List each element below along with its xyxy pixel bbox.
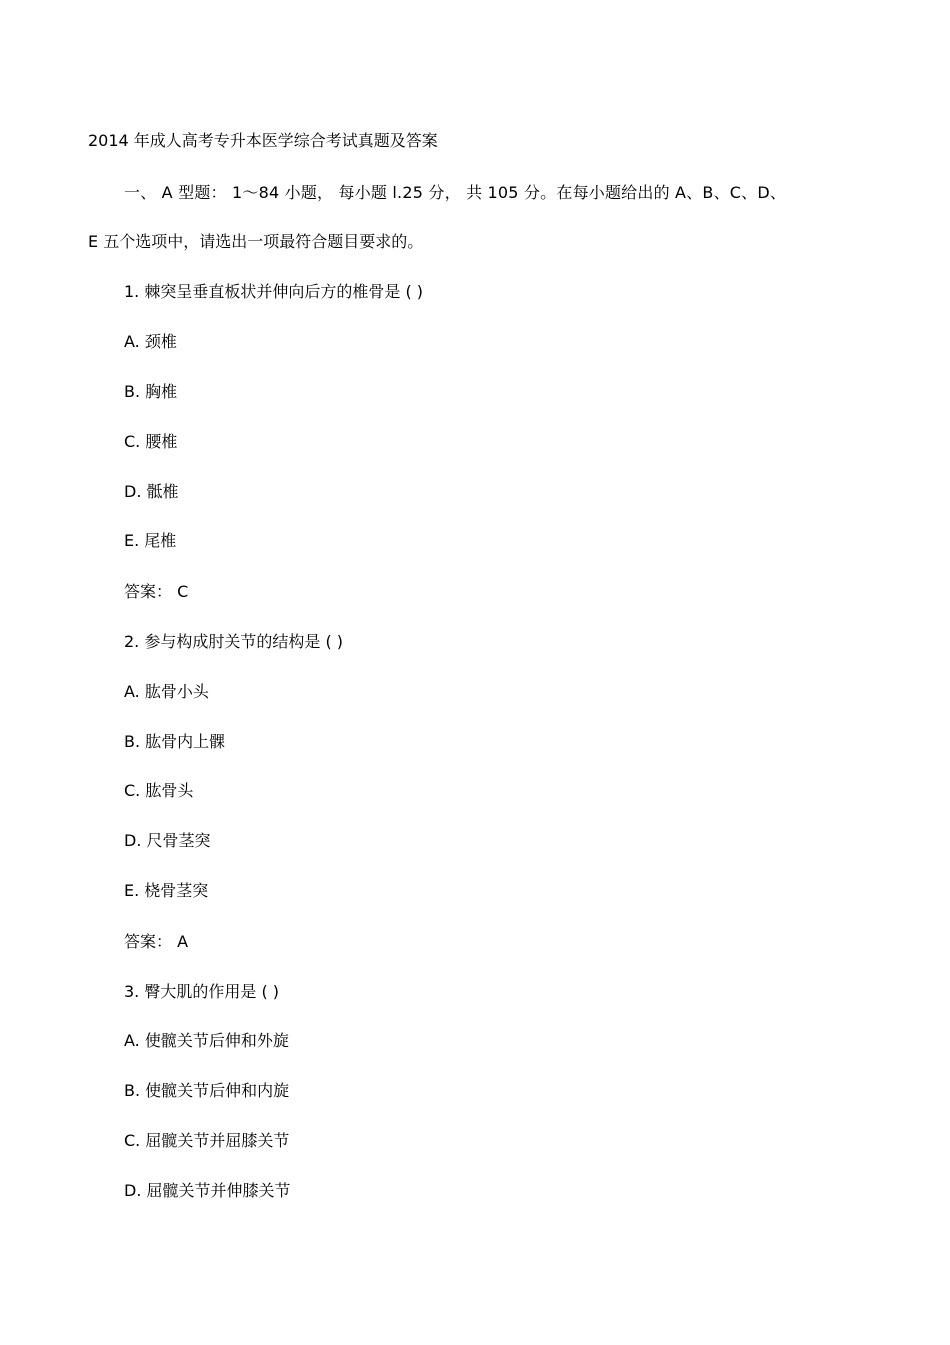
question-1-answer: 答案： C xyxy=(124,582,189,601)
question-3-option-a: A. 使髋关节后伸和外旋 xyxy=(124,1031,289,1050)
question-1-stem: 1. 棘突呈垂直板状并伸向后方的椎骨是 ( ) xyxy=(124,282,424,301)
question-2-option-d: D. 尺骨茎突 xyxy=(124,831,211,850)
question-3-option-b: B. 使髋关节后伸和内旋 xyxy=(124,1081,290,1100)
question-1-option-e: E. 尾椎 xyxy=(124,531,177,550)
question-2-answer: 答案： A xyxy=(124,932,189,951)
section-intro-line-2: E 五个选项中，请选出一项最符合题目要求的。 xyxy=(88,232,424,251)
question-1-option-b: B. 胸椎 xyxy=(124,382,178,401)
question-2-option-e: E. 桡骨茎突 xyxy=(124,881,209,900)
question-1-option-c: C. 腰椎 xyxy=(124,432,178,451)
document-title: 2014 年成人高考专升本医学综合考试真题及答案 xyxy=(88,131,438,150)
question-1-option-d: D. 骶椎 xyxy=(124,482,179,501)
section-intro-line-1: 一、 A 型题： 1～84 小题， 每小题 l.25 分， 共 105 分。在每小题给出的 A、B、C、D、 xyxy=(124,183,787,202)
question-3-stem: 3. 臀大肌的作用是 ( ) xyxy=(124,982,280,1001)
question-3-option-c: C. 屈髋关节并屈膝关节 xyxy=(124,1131,290,1150)
question-3-option-d: D. 屈髋关节并伸膝关节 xyxy=(124,1181,291,1200)
question-1-option-a: A. 颈椎 xyxy=(124,332,177,351)
question-2-option-b: B. 肱骨内上髁 xyxy=(124,732,226,751)
question-2-option-c: C. 肱骨头 xyxy=(124,781,194,800)
question-2-option-a: A. 肱骨小头 xyxy=(124,682,209,701)
question-2-stem: 2. 参与构成肘关节的结构是 ( ) xyxy=(124,632,344,651)
